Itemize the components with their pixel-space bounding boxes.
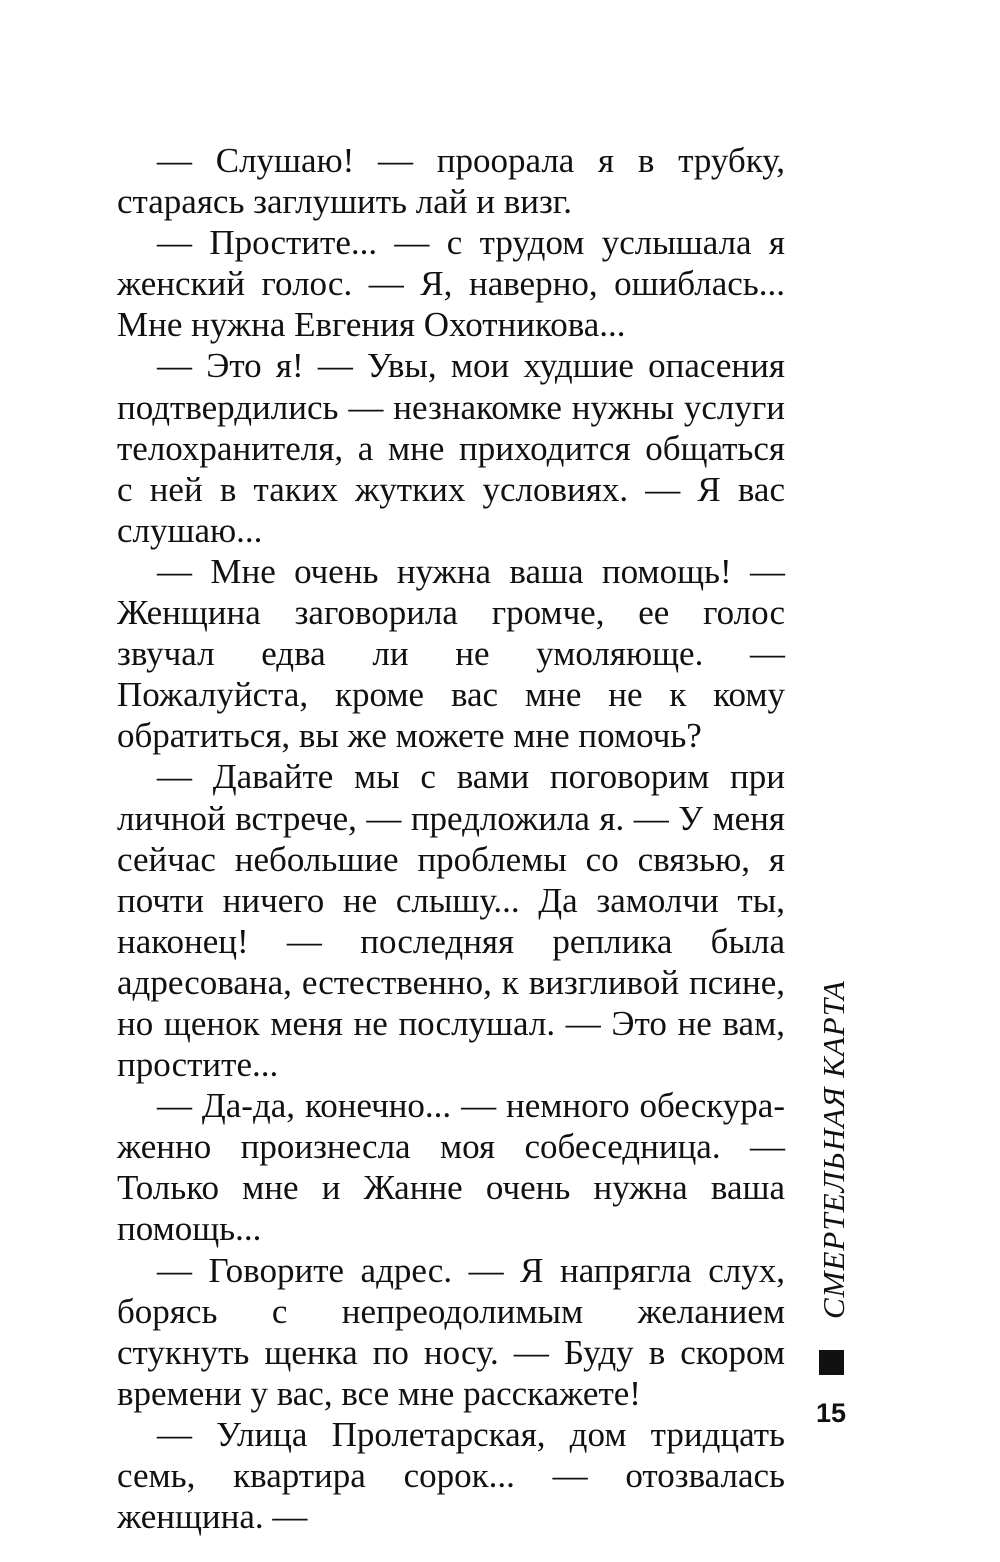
paragraph: — Мне очень нужна ваша помощь! — Женщина заговорила громче, ее голос звучал едва ли не умоляюще. — Пожалуйста, кроме вас мне не к кому обратиться, вы же можете мне помочь? <box>117 551 785 756</box>
paragraph: — Давайте мы с вами поговорим при личной встрече, — предложила я. — У меня сейчас небольшие проблемы со связью, я почти ничего не слышу... Да замолчи ты, наконец! — последняя реплика была адресована, естественно, к визгливой псине, но щенок меня не послушал. — Это не вам, простите... <box>117 757 785 1085</box>
body-text <box>117 140 785 1537</box>
paragraph: — Улица Пролетарская, дом тридцать семь, квартира сорок... — отозвалась женщина. — <box>117 1414 785 1537</box>
paragraph: — Да-да, конечно... — немного обескураженно произнесла моя собеседница. — Только мне и Жанне очень нужна ваша помощь... <box>117 1086 785 1249</box>
paragraph: — Говорите адрес. — Я напрягла слух, борясь с непреодолимым желанием стукнуть щенка по носу. — Буду в скором времени у вас, все мне расскажете! <box>117 1250 785 1413</box>
paragraph: — Простите... — с трудом услышала я женский голос. — Я, наверно, ошиблась... Мне нужна Евгения Охотникова... <box>117 223 785 345</box>
paragraph: — Слушаю! — проорала я в трубку, стараясь заглушить лай и визг. <box>117 141 785 222</box>
paragraph: — Это я! — Увы, мои худшие опасения подтвердились — незнакомке нужны услуги телохранителя, а мне приходится общаться с ней в таких жутких условиях. — Я вас слушаю... <box>117 346 785 550</box>
running-title: СМЕРТЕЛЬНАЯ КАРТА <box>816 980 851 1319</box>
page-number: 15 <box>815 1398 846 1428</box>
square-marker-icon <box>819 1350 844 1375</box>
